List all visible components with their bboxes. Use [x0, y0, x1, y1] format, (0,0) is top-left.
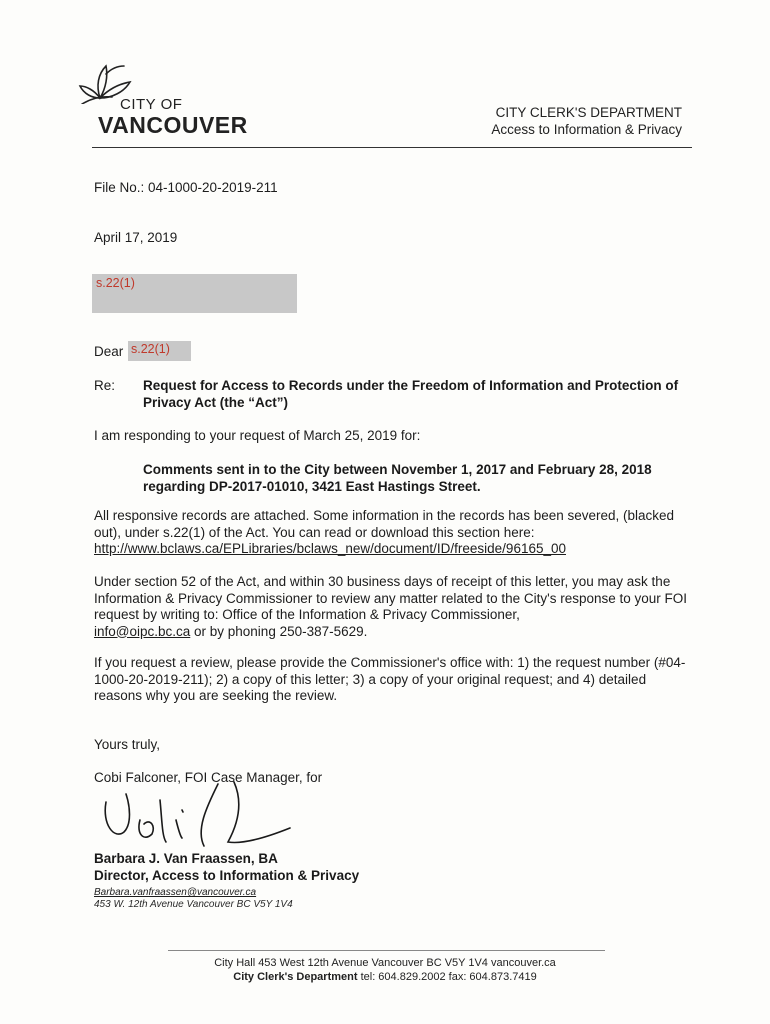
signer-contact [94, 887, 293, 911]
logo-city-of-text: CITY OF [120, 96, 183, 113]
signer-address: 453 W. 12th Avenue Vancouver BC V5Y 1V4 [94, 899, 293, 910]
review-text: Under section 52 of the Act, and within 30 business days of receipt of this letter, you may ask the Information & Privacy Commissioner to review any matter related to the City's response to your FOI request by writing to: Office of the Information & Privacy Commissioner, [94, 574, 688, 622]
records-paragraph [94, 508, 694, 558]
bclaws-link[interactable]: http://www.bclaws.ca/EPLibraries/bclaws_new/document/ID/freeside/96165_00 [94, 541, 566, 556]
closing: Yours truly, [94, 737, 161, 752]
re-subject: Request for Access to Records under the Freedom of Information and Protection of Privacy Act (the “Act”) [143, 378, 679, 410]
review-paragraph [94, 574, 694, 640]
signer-name: Barbara J. Van Fraassen, BA [94, 851, 278, 866]
oipc-email-link[interactable]: info@oipc.bc.ca [94, 623, 191, 639]
logo-vancouver-text: VANCOUVER [98, 112, 248, 138]
signer-email[interactable]: Barbara.vanfraassen@vancouver.ca [94, 887, 257, 898]
department-heading [491, 104, 682, 138]
footer-contact: tel: 604.829.2002 fax: 604.873.7419 [357, 971, 537, 983]
salutation: Dear [94, 344, 124, 359]
footer-department: City Clerk's Department [233, 971, 358, 983]
redaction-code: s.22(1) [96, 276, 135, 290]
request-description: Comments sent in to the City between November 1, 2017 and February 28, 2018 regarding DP-2017-01010, 3421 East Hastings Street. [143, 462, 652, 494]
city-of-vancouver-logo [70, 60, 270, 140]
redacted-address-block [92, 274, 297, 313]
request-review-paragraph: If you request a review, please provide the Commissioner's office with: 1) the request number (#04-1000-20-2019-211); 2) a copy of this letter; 3) a copy of your original request; and 4) detailed reasons why you are seeking the review. [94, 655, 686, 703]
case-manager-line: Cobi Falconer, FOI Case Manager, for [94, 770, 323, 785]
re-label: Re: [94, 378, 116, 393]
records-text: All responsive records are attached. Some information in the records has been severed, (blacked out), under s.22(1) of the Act. You can read or download this section here: [94, 508, 675, 540]
redaction-code: s.22(1) [131, 342, 170, 356]
letter-date: April 17, 2019 [94, 230, 178, 245]
signer-block [94, 851, 359, 884]
handwritten-signature [100, 780, 320, 860]
footer-address: City Hall 453 West 12th Avenue Vancouver BC V5Y 1V4 vancouver.ca [214, 957, 556, 969]
review-phone-text: or by phoning 250-387-5629. [190, 623, 368, 639]
redacted-name-block [128, 341, 191, 361]
department-name: CITY CLERK'S DEPARTMENT [495, 105, 682, 120]
department-subtitle: Access to Information & Privacy [491, 122, 682, 137]
footer-divider [168, 950, 605, 951]
file-number: File No.: 04-1000-20-2019-211 [94, 180, 278, 195]
intro-paragraph: I am responding to your request of March 25, 2019 for: [94, 428, 421, 443]
header-divider [92, 147, 692, 148]
footer-department-line [0, 970, 770, 984]
signer-title: Director, Access to Information & Privacy [94, 867, 360, 883]
footer [0, 956, 770, 984]
